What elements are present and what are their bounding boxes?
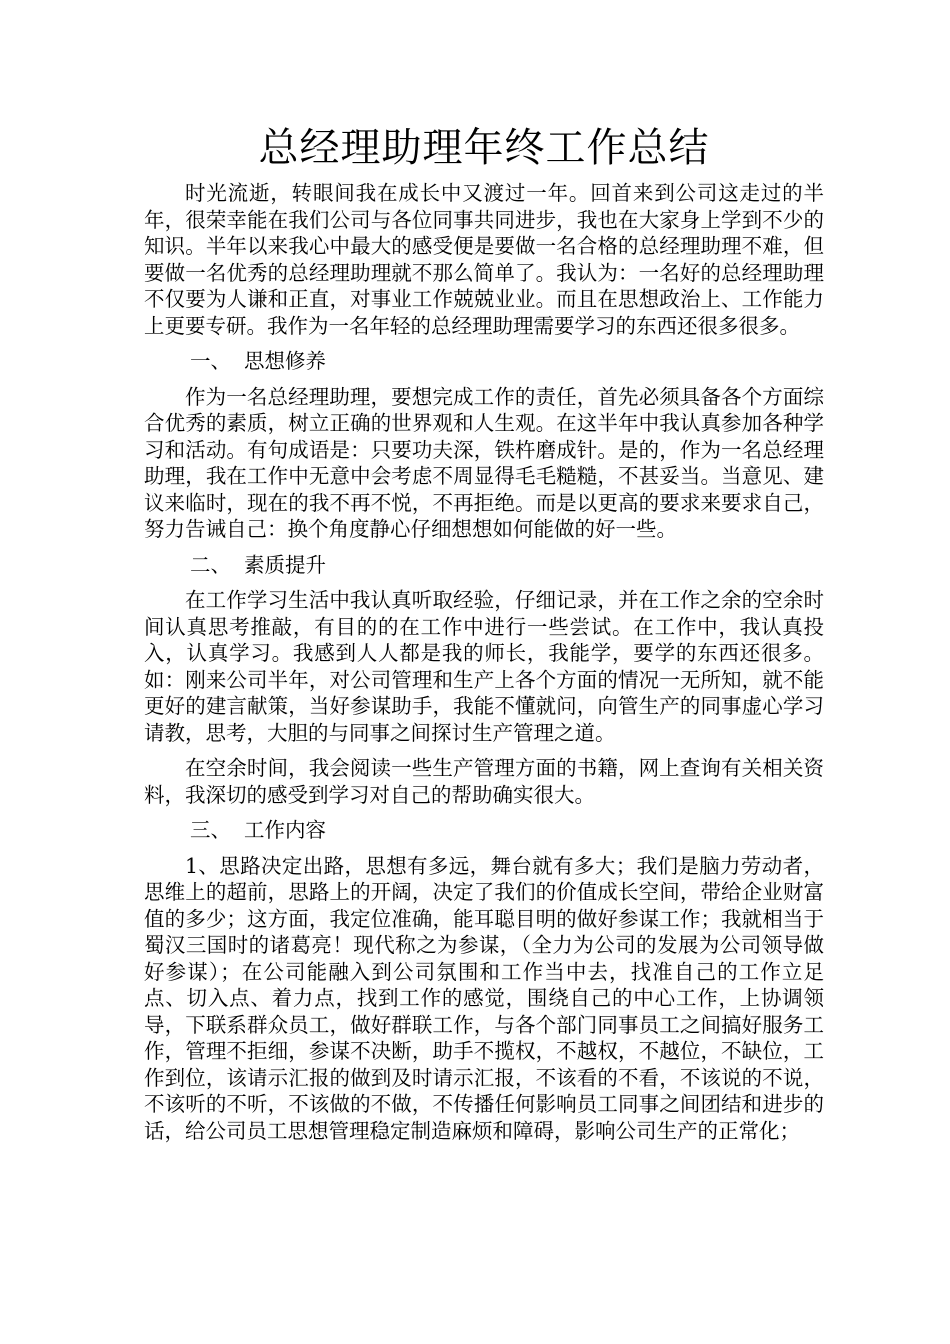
section-number: 一、: [190, 349, 231, 373]
document-title: 总经理助理年终工作总结: [258, 125, 710, 171]
intro-paragraph: 时光流逝，转眼间我在成长中又渡过一年。回首来到公司这走过的半年，很荣幸能在我们公司与各位同事共同进步，我也在大家身上学到不少的知识。半年以来我心中最大的感受便是要做一名合格的总经理助理不难，但要做一名优秀的总经理助理就不那么简单了。我认为：一名好的总经理助理不仅要为人谦和正直，对事业工作兢兢业业。而且在思想政治上、工作能力上更要专研。我作为一名年轻的总经理助理需要学习的东西还很多很多。: [144, 181, 824, 338]
section-heading-2: [144, 552, 824, 579]
section-title: 工作内容: [244, 818, 326, 842]
section-2-paragraph-1: 在工作学习生活中我认真听取经验，仔细记录，并在工作之余的空余时间认真思考推敲，有目的的在工作中进行一些尝试。在工作中，我认真投入，认真学习。我感到人人都是我的师长，我能学，要学的东西还很多。如：刚来公司半年，对公司管理和生产上各个方面的情况一无所知，就不能更好的建言献策，当好参谋助手，我能不懂就问，向管生产的同事虚心学习请教，思考，大胆的与同事之间探讨生产管理之道。: [144, 588, 824, 745]
section-title: 思想修养: [244, 349, 326, 373]
section-title: 素质提升: [244, 552, 326, 577]
section-heading-3: [144, 817, 824, 844]
section-number: 二、: [190, 552, 231, 577]
section-3-paragraph-1: 1、思路决定出路，思想有多远，舞台就有多大；我们是脑力劳动者，思维上的超前，思路上的开阔，决定了我们的价值成长空间，带给企业财富值的多少；这方面，我定位准确，能耳聪目明的做好参谋工作；我就相当于蜀汉三国时的诸葛亮！现代称之为参谋，（全力为公司的发展为公司领导做好参谋）；在公司能融入到公司氛围和工作当中去，找准自己的工作立足点、切入点、着力点，找到工作的感觉，围绕自己的中心工作，上协调领导，下联系群众员工，做好群联工作，与各个部门同事员工之间搞好服务工作，管理不拒细，参谋不决断，助手不揽权，不越权，不越位，不缺位，工作到位，该请示汇报的做到及时请示汇报，不该看的不看，不该说的不说，不该听的不听，不该做的不做，不传播任何影响员工同事之间团结和进步的话，给公司员工思想管理稳定制造麻烦和障碍，影响公司生产的正常化；: [144, 853, 824, 1143]
section-heading-1: [144, 348, 824, 375]
section-1-paragraph-1: 作为一名总经理助理，要想完成工作的责任，首先必须具备各个方面综合优秀的素质，树立正确的世界观和人生观。在这半年中我认真参加各种学习和活动。有句成语是：只要功夫深，铁杵磨成针。是的，作为一名总经理助理，我在工作中无意中会考虑不周显得毛毛糙糙，不甚妥当。当意见、建议来临时，现在的我不再不悦，不再拒绝。而是以更高的要求来要求自己，努力告诫自己：换个角度静心仔细想想如何能做的好一些。: [144, 384, 824, 541]
document-page: [144, 118, 824, 1153]
section-number: 三、: [190, 818, 231, 842]
section-2-paragraph-2: 在空余时间，我会阅读一些生产管理方面的书籍，网上查询有关相关资料，我深切的感受到学习对自己的帮助确实很大。: [144, 756, 824, 807]
